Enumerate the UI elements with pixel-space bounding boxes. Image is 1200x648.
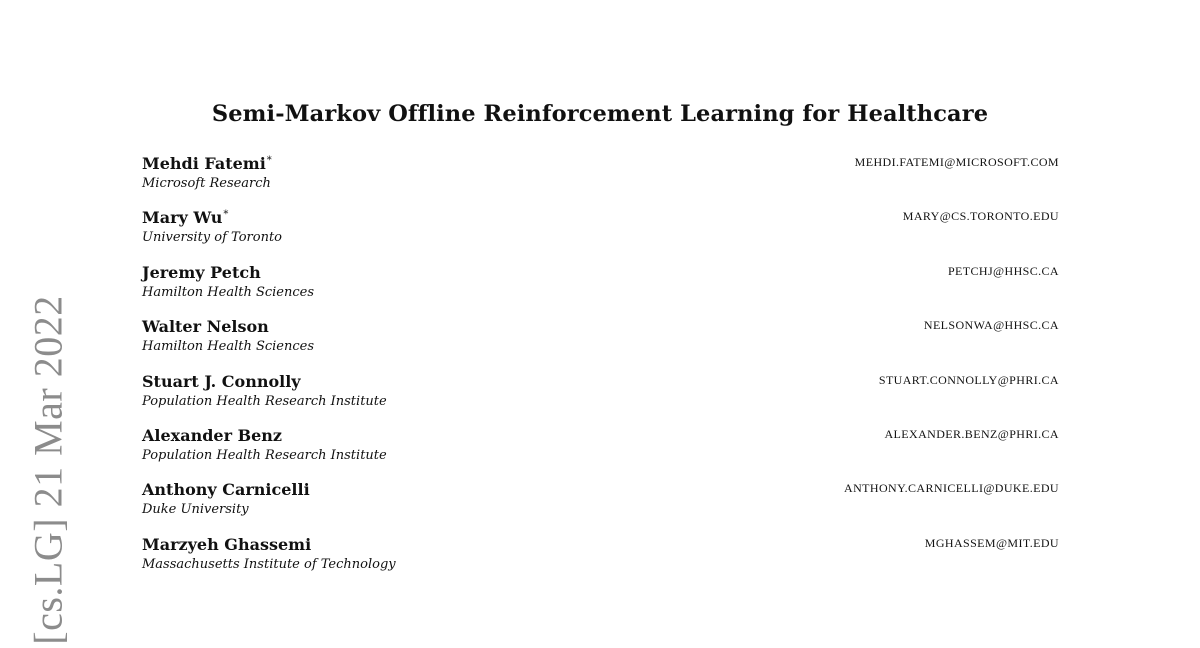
author-affiliation: Massachusetts Institute of Technology xyxy=(142,556,396,572)
author-name: Stuart J. Connolly xyxy=(142,371,301,391)
author-affiliation: Population Health Research Institute xyxy=(142,447,387,463)
author-email[interactable]: MGHASSEM@MIT.EDU xyxy=(924,535,1059,550)
author-name: Alexander Benz xyxy=(142,425,282,445)
author-affiliation: Population Health Research Institute xyxy=(142,393,387,409)
author-affiliation: Duke University xyxy=(142,502,249,518)
author-email[interactable]: MARY@CS.TORONTO.EDU xyxy=(902,209,1059,224)
author-name: Mehdi Fatemi* xyxy=(142,154,272,173)
author-affiliation: Microsoft Research xyxy=(142,176,271,191)
author-name: Mary Wu* xyxy=(142,208,229,228)
arxiv-identifier-stamp: [cs.LG] 21 Mar 2022 xyxy=(25,295,71,645)
author-affiliation: University of Toronto xyxy=(142,230,282,246)
author-entry xyxy=(142,150,1059,204)
author-entry xyxy=(142,531,1059,585)
author-entry xyxy=(142,259,1059,313)
author-email[interactable]: ALEXANDER.BENZ@PHRI.CA xyxy=(884,426,1059,441)
author-name: Jeremy Petch xyxy=(142,262,261,282)
paper-title: Semi-Markov Offline Reinforcement Learning for Healthcare xyxy=(211,101,989,128)
author-email[interactable]: MEHDI.FATEMI@MICROSOFT.COM xyxy=(854,155,1059,169)
author-name: Anthony Carnicelli xyxy=(142,480,310,500)
author-affiliation: Hamilton Health Sciences xyxy=(142,339,315,355)
author-entry xyxy=(142,476,1059,530)
author-email[interactable]: STUART.CONNOLLY@PHRI.CA xyxy=(878,372,1059,387)
author-email[interactable]: NELSONWA@HHSC.CA xyxy=(923,318,1059,333)
author-entry xyxy=(142,368,1059,422)
author-name: Walter Nelson xyxy=(142,317,269,337)
author-entry xyxy=(142,313,1059,367)
author-name: Marzyeh Ghassemi xyxy=(142,534,312,554)
author-email[interactable]: PETCHJ@HHSC.CA xyxy=(947,263,1059,278)
equal-contribution-mark: * xyxy=(266,155,272,166)
author-affiliation: Hamilton Health Sciences xyxy=(142,284,315,300)
author-list xyxy=(142,150,1059,585)
author-email[interactable]: ANTHONY.CARNICELLI@DUKE.EDU xyxy=(844,481,1059,496)
author-entry xyxy=(142,204,1059,258)
equal-contribution-mark: * xyxy=(223,209,229,221)
author-entry xyxy=(142,422,1059,476)
